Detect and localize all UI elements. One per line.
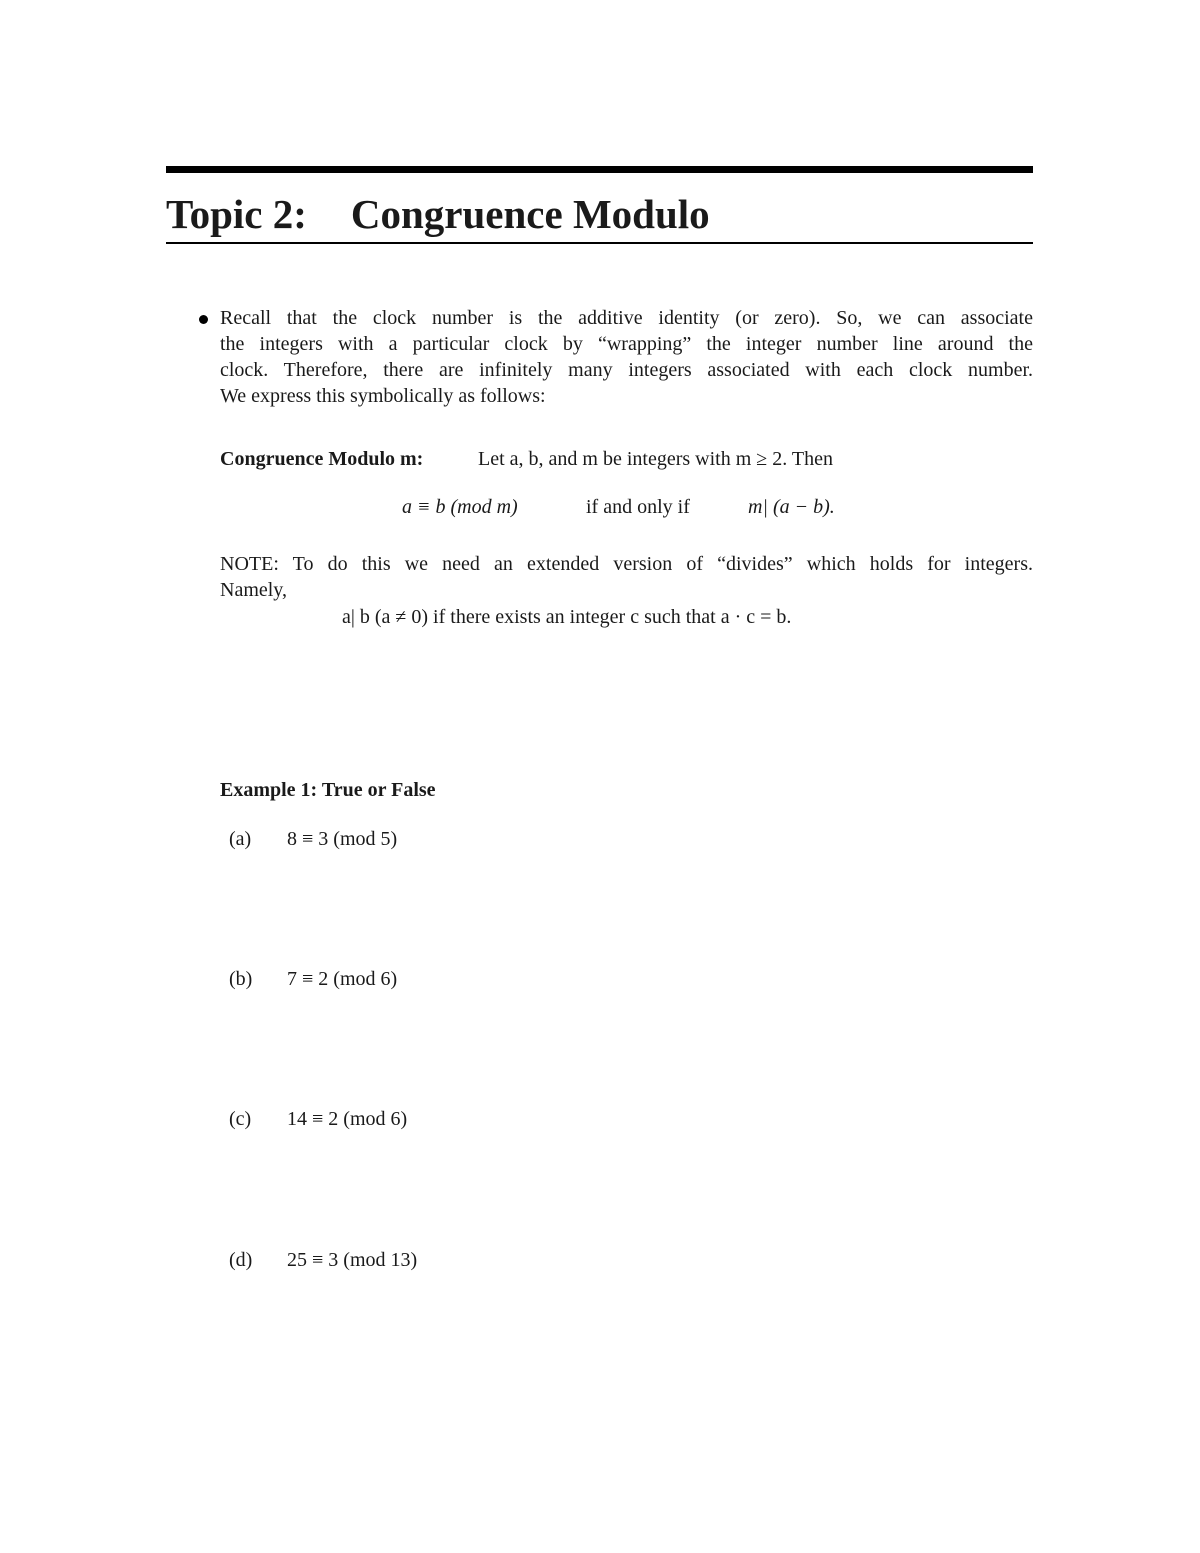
example-title: Example 1: True or False bbox=[220, 779, 436, 801]
note-line: NOTE: To do this we need an extended version of “divides” which holds for integers. bbox=[220, 553, 1033, 575]
item-label: (d) bbox=[229, 1249, 253, 1271]
example-item bbox=[229, 966, 397, 992]
item-label: (a) bbox=[229, 828, 252, 850]
definition-equation-mid: if and only if bbox=[586, 496, 690, 518]
intro-line: We express this symbolically as follows: bbox=[220, 385, 546, 407]
item-expression: 14 ≡ 2 (mod 6) bbox=[287, 1108, 408, 1130]
intro-line: the integers with a particular clock by “wrapping” the integer number line around the bbox=[220, 333, 1033, 355]
header-rule-thin bbox=[166, 242, 1033, 244]
page-title bbox=[166, 190, 710, 238]
intro-line: Recall that the clock number is the additive identity (or zero). So, we can associate bbox=[220, 307, 1033, 329]
intro-paragraph bbox=[220, 305, 1033, 409]
header-rule-thick bbox=[166, 166, 1033, 173]
item-expression: 25 ≡ 3 (mod 13) bbox=[287, 1249, 418, 1271]
example-item bbox=[229, 1247, 417, 1273]
definition-label: Congruence Modulo m: bbox=[220, 448, 424, 470]
item-expression: 7 ≡ 2 (mod 6) bbox=[287, 968, 398, 990]
item-expression: 8 ≡ 3 (mod 5) bbox=[287, 828, 398, 850]
definition-equation-right: m| (a − b). bbox=[748, 496, 835, 518]
example-item bbox=[229, 1106, 407, 1132]
definition-equation-left: a ≡ b (mod m) bbox=[402, 496, 518, 518]
title-name: Congruence Modulo bbox=[350, 191, 710, 237]
note-line: Namely, bbox=[220, 579, 288, 601]
example-item bbox=[229, 826, 397, 852]
item-label: (c) bbox=[229, 1108, 252, 1130]
definition-text: Let a, b, and m be integers with m ≥ 2. Then bbox=[478, 448, 833, 470]
note-equation: a| b (a ≠ 0) if there exists an integer c such that a · c = b. bbox=[342, 606, 792, 628]
title-topic: Topic 2: bbox=[166, 191, 307, 237]
intro-line: clock. Therefore, there are infinitely many integers associated with each clock number. bbox=[220, 359, 1033, 381]
item-label: (b) bbox=[229, 968, 253, 990]
note-paragraph bbox=[220, 551, 1033, 603]
bullet-icon bbox=[199, 315, 208, 324]
